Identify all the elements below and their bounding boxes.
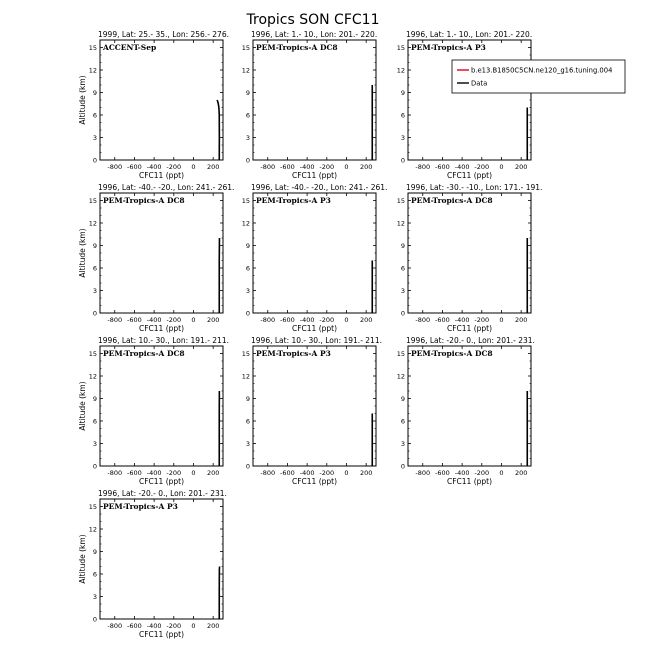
y-tick-label: 12	[396, 219, 405, 228]
plot-frame	[408, 40, 531, 160]
legend-label: Data	[471, 79, 488, 88]
x-tick-label: 200	[514, 163, 528, 171]
x-tick-label: 0	[344, 163, 349, 171]
panel-label: PEM-Tropics-A DC8	[103, 349, 185, 358]
y-tick-label: 6	[400, 111, 405, 120]
x-tick-label: 200	[206, 163, 220, 171]
x-tick-label: -400	[146, 622, 162, 630]
y-tick-label: 9	[92, 241, 97, 250]
x-tick-label: -400	[299, 469, 315, 477]
x-axis-label: CFC11 (ppt)	[446, 171, 493, 180]
x-tick-label: 0	[499, 163, 504, 171]
panel-header: 1999, Lat: 25.- 35., Lon: 256.- 276.	[98, 30, 229, 39]
y-tick-label: 0	[92, 309, 97, 318]
y-tick-label: 0	[400, 309, 405, 318]
y-tick-label: 15	[88, 43, 97, 52]
x-tick-label: -600	[435, 163, 450, 171]
y-tick-label: 9	[400, 394, 405, 403]
y-tick-label: 6	[245, 264, 250, 273]
plot-frame	[253, 193, 376, 313]
x-tick-label: -200	[166, 469, 182, 477]
x-tick-label: -400	[454, 316, 470, 324]
x-tick-label: 0	[191, 316, 196, 324]
x-tick-label: -600	[435, 316, 450, 324]
panels	[78, 30, 542, 639]
y-tick-label: 12	[88, 525, 97, 534]
panel-header: 1996, Lat: 1.- 10., Lon: 201.- 220.	[406, 30, 533, 39]
panel-3	[397, 30, 533, 180]
y-tick-label: 9	[245, 88, 250, 97]
x-tick-label: 200	[359, 316, 373, 324]
y-tick-label: 12	[396, 372, 405, 381]
y-tick-label: 0	[245, 462, 250, 471]
x-tick-label: -200	[474, 163, 490, 171]
x-tick-label: -600	[127, 622, 142, 630]
y-tick-label: 15	[88, 349, 97, 358]
x-tick-label: -400	[299, 316, 315, 324]
y-tick-label: 9	[245, 394, 250, 403]
x-tick-label: -200	[166, 316, 182, 324]
x-tick-label: 0	[344, 316, 349, 324]
plot-frame	[100, 499, 223, 619]
y-tick-label: 3	[245, 439, 250, 448]
panel-10	[78, 489, 227, 639]
panel-header: 1996, Lat: 10.- 30., Lon: 191.- 211.	[251, 336, 382, 345]
x-tick-label: -800	[415, 163, 431, 171]
x-tick-label: -600	[127, 316, 142, 324]
x-tick-label: -400	[454, 469, 470, 477]
x-tick-label: 0	[191, 622, 196, 630]
panel-label: PEM-Tropics-A DC8	[411, 196, 493, 205]
panel-label: PEM-Tropics-A DC8	[411, 349, 493, 358]
y-tick-label: 3	[92, 439, 97, 448]
y-tick-label: 0	[92, 615, 97, 624]
panel-header: 1996, Lat: 10.- 30., Lon: 191.- 211.	[98, 336, 229, 345]
panel-label: PEM-Tropics-A DC8	[256, 43, 338, 52]
x-axis-label: CFC11 (ppt)	[138, 477, 185, 486]
plot-frame	[100, 193, 223, 313]
y-tick-label: 6	[92, 417, 97, 426]
x-axis-label: CFC11 (ppt)	[138, 324, 185, 333]
y-tick-label: 15	[396, 196, 405, 205]
x-tick-label: -600	[280, 163, 295, 171]
x-tick-label: -200	[319, 163, 335, 171]
y-tick-label: 3	[400, 439, 405, 448]
figure-title: Tropics SON CFC11	[246, 12, 380, 28]
y-tick-label: 12	[88, 372, 97, 381]
x-tick-label: -200	[319, 316, 335, 324]
x-tick-label: -400	[454, 163, 470, 171]
panel-2	[242, 30, 378, 180]
plot-frame	[408, 193, 531, 313]
panel-6	[397, 183, 543, 333]
x-tick-label: -800	[415, 469, 431, 477]
plot-frame	[253, 346, 376, 466]
y-tick-label: 12	[241, 219, 250, 228]
x-tick-label: -600	[435, 469, 450, 477]
y-tick-label: 6	[92, 264, 97, 273]
y-tick-label: 15	[88, 196, 97, 205]
y-axis-label: Altitude (km)	[78, 228, 87, 278]
x-axis-label: CFC11 (ppt)	[138, 630, 185, 639]
y-tick-label: 0	[245, 156, 250, 165]
panel-label: PEM-Tropics-A P3	[256, 349, 331, 358]
y-tick-label: 9	[400, 241, 405, 250]
legend-label: b.e13.B1850C5CN.ne120_g16.tuning.004	[471, 66, 613, 75]
y-tick-label: 3	[92, 286, 97, 295]
plot-frame	[100, 346, 223, 466]
panel-label: PEM-Tropics-A P3	[103, 502, 178, 511]
x-tick-label: 0	[191, 469, 196, 477]
x-tick-label: -600	[280, 469, 295, 477]
panel-header: 1996, Lat: 1.- 10., Lon: 201.- 220.	[251, 30, 378, 39]
y-tick-label: 0	[245, 309, 250, 318]
y-tick-label: 3	[92, 592, 97, 601]
y-tick-label: 12	[241, 66, 250, 75]
y-tick-label: 3	[92, 133, 97, 142]
y-tick-label: 15	[241, 196, 250, 205]
x-tick-label: 0	[499, 316, 504, 324]
x-tick-label: -800	[107, 163, 123, 171]
legend	[452, 60, 625, 93]
y-tick-label: 15	[241, 43, 250, 52]
x-tick-label: -800	[107, 622, 123, 630]
panel-8	[242, 336, 382, 486]
y-tick-label: 9	[92, 88, 97, 97]
panel-header: 1996, Lat: -30.- -10., Lon: 171.- 191.	[406, 183, 543, 192]
x-tick-label: -400	[146, 163, 162, 171]
y-tick-label: 9	[400, 88, 405, 97]
y-tick-label: 3	[400, 133, 405, 142]
x-axis-label: CFC11 (ppt)	[446, 477, 493, 486]
y-axis-label: Altitude (km)	[78, 75, 87, 125]
y-tick-label: 9	[92, 547, 97, 556]
y-tick-label: 15	[396, 349, 405, 358]
x-tick-label: -800	[260, 163, 276, 171]
x-tick-label: 200	[206, 316, 220, 324]
panel-9	[397, 336, 535, 486]
x-tick-label: -400	[299, 163, 315, 171]
x-tick-label: -200	[474, 316, 490, 324]
x-tick-label: -200	[166, 622, 182, 630]
x-axis-label: CFC11 (ppt)	[446, 324, 493, 333]
panel-label: PEM-Tropics-A P3	[411, 43, 486, 52]
panel-7	[78, 336, 229, 486]
panel-header: 1996, Lat: -20.- 0., Lon: 201.- 231.	[406, 336, 535, 345]
panel-label: PEM-Tropics-A DC8	[103, 196, 185, 205]
x-tick-label: -200	[319, 469, 335, 477]
y-tick-label: 6	[400, 264, 405, 273]
y-tick-label: 9	[92, 394, 97, 403]
y-tick-label: 6	[245, 111, 250, 120]
y-tick-label: 9	[245, 241, 250, 250]
x-tick-label: -800	[415, 316, 431, 324]
y-axis-label: Altitude (km)	[78, 534, 87, 584]
y-tick-label: 0	[400, 462, 405, 471]
panel-5	[242, 183, 388, 333]
x-tick-label: -200	[474, 469, 490, 477]
x-tick-label: -400	[146, 469, 162, 477]
x-tick-label: 0	[499, 469, 504, 477]
y-tick-label: 6	[245, 417, 250, 426]
x-axis-label: CFC11 (ppt)	[291, 477, 338, 486]
panel-label: PEM-Tropics-A P3	[256, 196, 331, 205]
x-tick-label: 200	[206, 469, 220, 477]
y-tick-label: 0	[92, 462, 97, 471]
x-tick-label: -800	[260, 316, 276, 324]
plot-frame	[253, 40, 376, 160]
x-tick-label: -200	[166, 163, 182, 171]
x-tick-label: 0	[191, 163, 196, 171]
x-tick-label: 200	[359, 469, 373, 477]
y-tick-label: 12	[88, 219, 97, 228]
x-axis-label: CFC11 (ppt)	[291, 324, 338, 333]
y-tick-label: 3	[400, 286, 405, 295]
series-line-data	[217, 100, 219, 160]
x-tick-label: 0	[344, 469, 349, 477]
y-tick-label: 12	[241, 372, 250, 381]
panel-4	[78, 183, 234, 333]
plot-frame	[100, 40, 223, 160]
y-tick-label: 15	[241, 349, 250, 358]
x-tick-label: 200	[514, 316, 528, 324]
panel-header: 1996, Lat: -20.- 0., Lon: 201.- 231.	[98, 489, 227, 498]
x-axis-label: CFC11 (ppt)	[138, 171, 185, 180]
y-tick-label: 12	[88, 66, 97, 75]
x-tick-label: -800	[107, 316, 123, 324]
y-tick-label: 0	[92, 156, 97, 165]
plot-frame	[408, 346, 531, 466]
panel-label: ACCENT-Sep	[103, 43, 157, 52]
y-tick-label: 12	[396, 66, 405, 75]
x-tick-label: -800	[260, 469, 276, 477]
x-tick-label: 200	[359, 163, 373, 171]
x-tick-label: -400	[146, 316, 162, 324]
y-tick-label: 15	[88, 502, 97, 511]
x-tick-label: -600	[127, 163, 142, 171]
x-tick-label: 200	[206, 622, 220, 630]
y-tick-label: 3	[245, 286, 250, 295]
y-tick-label: 6	[92, 111, 97, 120]
y-tick-label: 15	[396, 43, 405, 52]
x-tick-label: -600	[280, 316, 295, 324]
panel-header: 1996, Lat: -40.- -20., Lon: 241.- 261.	[98, 183, 235, 192]
y-tick-label: 6	[400, 417, 405, 426]
legend-box	[452, 60, 625, 93]
y-tick-label: 0	[400, 156, 405, 165]
panel-1	[78, 30, 229, 180]
x-axis-label: CFC11 (ppt)	[291, 171, 338, 180]
y-tick-label: 3	[245, 133, 250, 142]
x-tick-label: 200	[514, 469, 528, 477]
x-tick-label: -800	[107, 469, 123, 477]
panel-header: 1996, Lat: -40.- -20., Lon: 241.- 261.	[251, 183, 388, 192]
y-tick-label: 6	[92, 570, 97, 579]
y-axis-label: Altitude (km)	[78, 381, 87, 431]
x-tick-label: -600	[127, 469, 142, 477]
